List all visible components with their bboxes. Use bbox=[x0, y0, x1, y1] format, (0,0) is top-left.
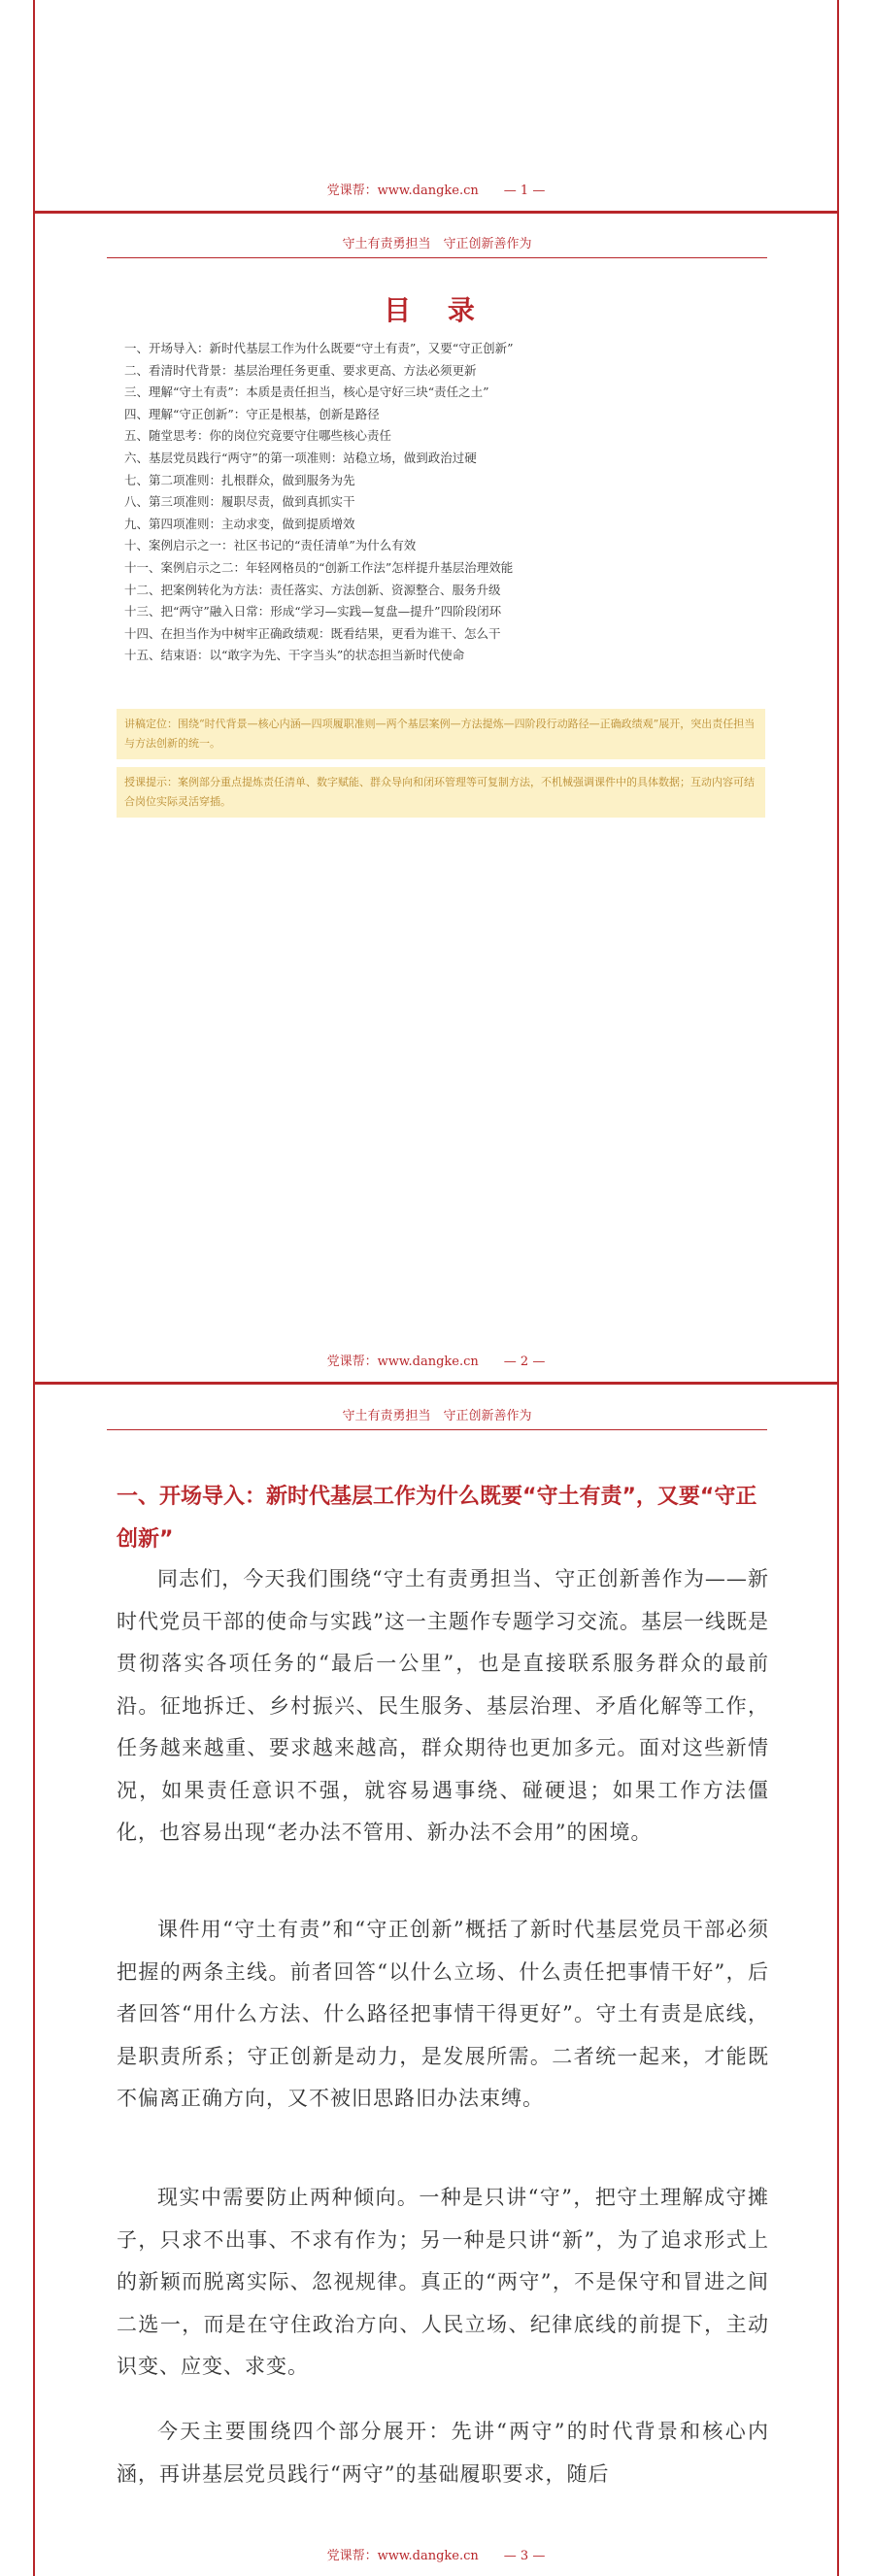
toc-item: 七、第二项准则：扎根群众，做到服务为先 bbox=[124, 472, 355, 487]
page-divider bbox=[33, 211, 839, 214]
teaching-tip-note: 授课提示：案例部分重点提炼责任清单、数字赋能、群众导向和闭环管理等可复制方法，不机械强调课件中的具体数据；互动内容可结合岗位实际灵活穿插。 bbox=[117, 767, 765, 818]
toc-item: 九、第四项准则：主动求变，做到提质增效 bbox=[124, 516, 355, 531]
toc-item: 八、第三项准则：履职尽责，做到真抓实干 bbox=[124, 494, 355, 510]
toc-item: 十三、把“两守”融入日常：形成“学习—实践—复盘—提升”四阶段闭环 bbox=[124, 604, 502, 619]
toc-item: 十四、在担当作为中树牢正确政绩观：既看结果，更看为谁干、怎么干 bbox=[124, 625, 501, 641]
page-footer bbox=[33, 180, 839, 198]
body-paragraph: 现实中需要防止两种倾向。一种是只讲“守”，把守土理解成守摊子，只求不出事、不求有作为；另一种是只讲“新”，为了追求形式上的新颖而脱离实际、忽视规律。真正的“两守”，不是保守和冒进之间二选一，而是在守住政治方向、人民立场、纪律底线的前提下，主动识变、应变、求变。 bbox=[117, 2186, 769, 2378]
toc-item: 三、理解“守土有责”：本质是责任担当，核心是守好三块“责任之土” bbox=[124, 385, 489, 400]
page-number: — 2 — bbox=[503, 1355, 546, 1369]
header-rule bbox=[107, 1429, 767, 1430]
page-header: 守土有责勇担当 守正创新善作为 bbox=[342, 1409, 532, 1423]
page-number: — 3 — bbox=[503, 2549, 546, 2563]
body-paragraph: 同志们，今天我们围绕“守土有责勇担当、守正创新善作为——新时代党员干部的使命与实践”这一主题作专题学习交流。基层一线既是贯彻落实各项任务的“最后一公里”，也是直接联系服务群众的最前沿。征地拆迁、乡村振兴、民生服务、基层治理、矛盾化解等工作，任务越来越重、要求越来越高，群众期待也更加多元。面对这些新情况，如果责任意识不强，就容易遇事绕、碰硬退；如果工作方法僵化，也容易出现“老办法不管用、新办法不会用”的困境。 bbox=[117, 1567, 769, 1844]
toc-item: 一、开场导入：新时代基层工作为什么既要“守土有责”，又要“守正创新” bbox=[124, 341, 514, 355]
toc-item: 五、随堂思考：你的岗位究竟要守住哪些核心责任 bbox=[124, 428, 392, 444]
toc-title: 目 录 bbox=[384, 294, 488, 326]
page-footer bbox=[33, 1351, 839, 1369]
toc-item: 十二、把案例转化为方法：责任落实、方法创新、资源整合、服务升级 bbox=[124, 582, 501, 597]
page-divider bbox=[33, 1382, 839, 1385]
toc-item: 四、理解“守正创新”：守正是根基，创新是路径 bbox=[124, 406, 380, 421]
table-of-contents bbox=[124, 338, 785, 667]
footer-site: 党课帮：www.dangke.cn bbox=[326, 184, 479, 198]
footer-site: 党课帮：www.dangke.cn bbox=[326, 1355, 479, 1369]
page-number: — 1 — bbox=[503, 184, 546, 198]
body-paragraph: 今天主要围绕四个部分展开：先讲“两守”的时代背景和核心内涵，再讲基层党员践行“两守”的基础履职要求，随后 bbox=[117, 2420, 769, 2486]
footer-site: 党课帮：www.dangke.cn bbox=[326, 2549, 479, 2563]
toc-item: 十、案例启示之一：社区书记的“责任清单”为什么有效 bbox=[124, 538, 417, 553]
positioning-note: 讲稿定位：围绕“时代背景—核心内涵—四项履职准则—两个基层案例—方法提炼—四阶段行动路径—正确政绩观”展开，突出责任担当与方法创新的统一。 bbox=[117, 709, 765, 759]
toc-item: 十一、案例启示之二：年轻网格员的“创新工作法”怎样提升基层治理效能 bbox=[124, 559, 514, 575]
toc-item: 二、看清时代背景：基层治理任务更重、要求更高、方法必须更新 bbox=[124, 362, 477, 378]
body-paragraph: 课件用“守土有责”和“守正创新”概括了新时代基层党员干部必须把握的两条主线。前者回答“以什么立场、什么责任把事情干好”，后者回答“用什么方法、什么路径把事情干得更好”。守土有责是底线，是职责所系；守正创新是动力，是发展所需。二者统一起来，才能既不偏离正确方向，又不被旧思路旧办法束缚。 bbox=[117, 1918, 769, 2110]
page-footer bbox=[33, 2545, 839, 2563]
header-rule bbox=[107, 257, 767, 258]
toc-item: 六、基层党员践行“两守”的第一项准则：站稳立场，做到政治过硬 bbox=[124, 450, 477, 465]
toc-item: 十五、结束语：以“敢字为先、干字当头”的状态担当新时代使命 bbox=[124, 648, 465, 663]
section-heading: 一、开场导入：新时代基层工作为什么既要“守土有责”，又要“守正创新” bbox=[117, 1485, 757, 1552]
page-header: 守土有责勇担当 守正创新善作为 bbox=[342, 237, 532, 251]
